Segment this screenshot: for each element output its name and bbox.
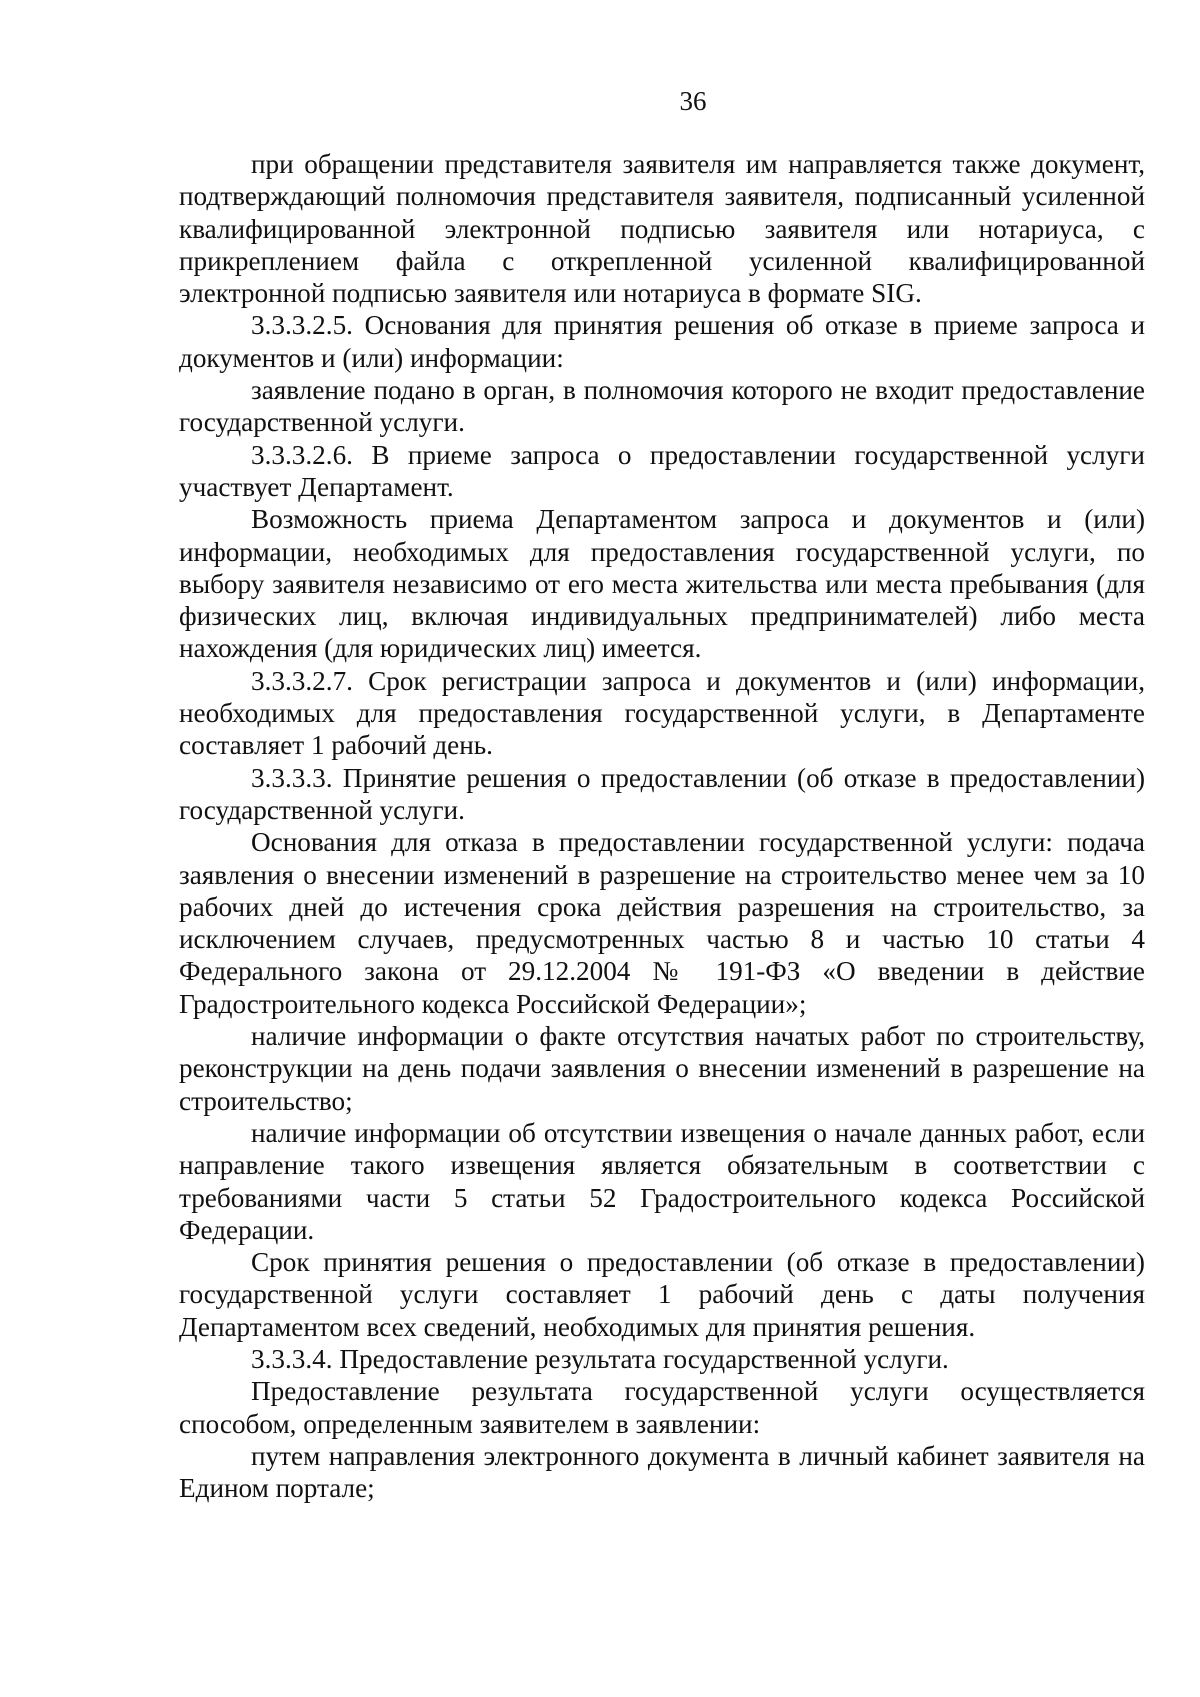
paragraph-refusal-ground: заявление подано в орган, в полномочия которого не входит предоставление государственной услуги. <box>179 375 1145 438</box>
paragraph-3-3-3-3: 3.3.3.3. Принятие решения о предоставлении (об отказе в предоставлении) государственной услуги. <box>179 762 1145 825</box>
page-number-text: 36 <box>679 86 707 116</box>
paragraph-3-3-3-2-7: 3.3.3.2.7. Срок регистрации запроса и документов и (или) информации, необходимых для предоставления государственной услуги, в Департаменте составляет 1 рабочий день. <box>179 665 1145 761</box>
paragraph-reception-possibility: Возможность приема Департаментом запроса и документов и (или) информации, необходимых для предоставления государственной услуги, по выбору заявителя независимо от его места жительства или места пребывания (для физических лиц, включая индивидуальных предпринимателей) либо места нахождения (для юридических лиц) имеется. <box>179 504 1145 664</box>
paragraph-personal-cabinet: путем направления электронного документа в личный кабинет заявителя на Едином портале; <box>179 1440 1145 1504</box>
paragraph-result-delivery: Предоставление результата государственной услуги осуществляется способом, определенным заявителем в заявлении: <box>179 1376 1145 1439</box>
paragraph-no-notice-info: наличие информации об отсутствии извещения о начале данных работ, если направление такого извещения является обязательным в соответствии с требованиями части 5 статьи 52 Градостроительного кодекса Российской Федерации. <box>179 1117 1145 1245</box>
paragraph-refusal-grounds: Основания для отказа в предоставлении государственной услуги: подача заявления о внесении изменений в разрешение на строительство менее чем за 10 рабочих дней до истечения срока действия разрешения на строительство, за исключением случаев, предусмотренных частью 8 и частью 10 статьи 4 Федерального закона от 29.12.2004 № 191-ФЗ «О введении в действие Градостроительного кодекса Российской Федерации»; <box>179 827 1145 1019</box>
paragraph-representative-document: при обращении представителя заявителя им направляется также документ, подтверждающий полномочия представителя заявителя, подписанный усиленной квалифицированной электронной подписью заявителя или нотариуса, с прикреплением файла с открепленной усиленной квалифицированной электронной подписью заявителя или нотариуса в формате SIG. <box>179 149 1145 309</box>
paragraph-3-3-3-2-5: 3.3.3.2.5. Основания для принятия решения об отказе в приеме запроса и документов и (или) информации: <box>179 310 1145 373</box>
paragraph-3-3-3-2-6: 3.3.3.2.6. В приеме запроса о предоставлении государственной услуги участвует Департамент. <box>179 439 1145 502</box>
document-body <box>179 148 1145 1504</box>
paragraph-decision-term: Срок принятия решения о предоставлении (об отказе в предоставлении) государственной услуги составляет 1 рабочий день с даты получения Департаментом всех сведений, необходимых для принятия решения. <box>179 1247 1145 1342</box>
page-number <box>0 86 1200 117</box>
paragraph-no-works-info: наличие информации о факте отсутствия начатых работ по строительству, реконструкции на день подачи заявления о внесении изменений в разрешение на строительство; <box>179 1021 1145 1116</box>
paragraph-3-3-3-4: 3.3.3.4. Предоставление результата государственной услуги. <box>251 1343 949 1374</box>
